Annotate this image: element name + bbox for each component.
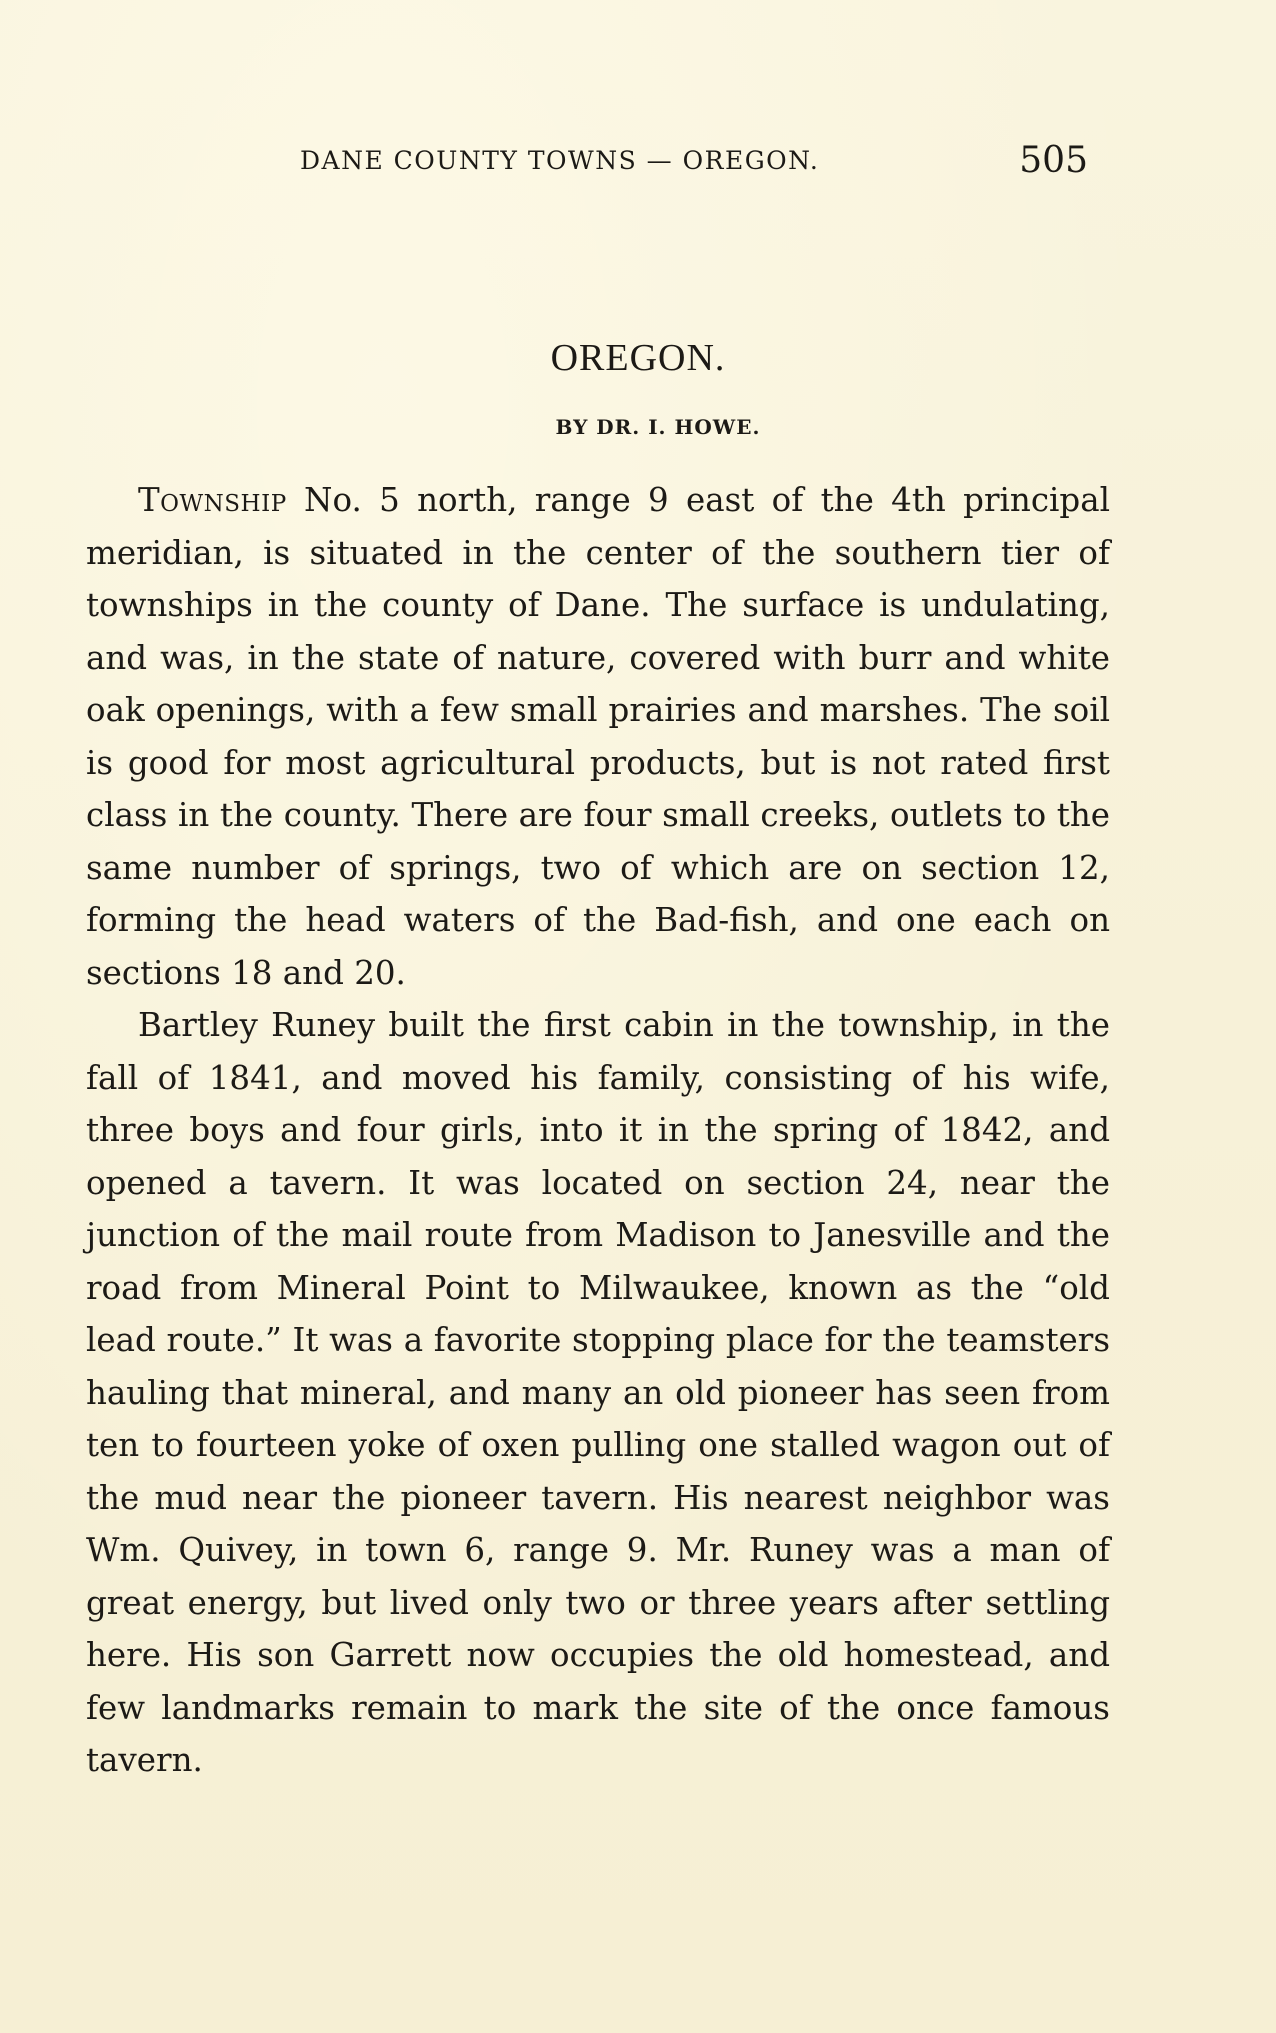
running-head (300, 140, 1100, 180)
paragraph-1 (86, 474, 1110, 999)
chapter-title: OREGON. (550, 337, 726, 379)
paragraph-text: No. 5 north, range 9 east of the 4th principal meridian, is situated in the center of the southern tier of townships in the county of Dane. The surface is undulating, and was, in the state of nature, covered with burr and white oak openings, with a few small prairies and marshes. The soil is good for most agricultural products, but is not rated first class in the county. There are four small creeks, outlets to the same number of springs, two of which are on section 12, forming the head waters of the Bad-fish, and one each on sections 18 and 20. (86, 481, 1110, 992)
running-title: DANE COUNTY TOWNS — OREGON. (300, 146, 820, 175)
chapter-byline: BY DR. I. HOWE. (555, 415, 761, 439)
paragraph-lead-word: Township (138, 481, 287, 519)
page-number: 505 (1019, 140, 1088, 181)
body-text (86, 474, 1110, 1787)
paragraph-text: Bartley Runey built the first cabin in the township, in the fall of 1841, and moved his family, consisting of his wife, three boys and four girls, into it in the spring of 1842, and opened a tavern. It was located on section 24, near the junction of the mail route from Madison to Janesville and the road from Mineral Point to Milwaukee, known as the “old lead route.” It was a favorite stopping place for the teamsters hauling that mineral, and many an old pioneer has seen from ten to fourteen yoke of oxen pulling one stalled wagon out of the mud near the pioneer tavern. His nearest neighbor was Wm. Quivey, in town 6, range 9. Mr. Runey was a man of great energy, but lived only two or three years after settling here. His son Garrett now occupies the old homestead, and few landmarks remain to mark the site of the once famous tavern. (86, 1006, 1110, 1779)
paragraph-2 (86, 999, 1110, 1787)
